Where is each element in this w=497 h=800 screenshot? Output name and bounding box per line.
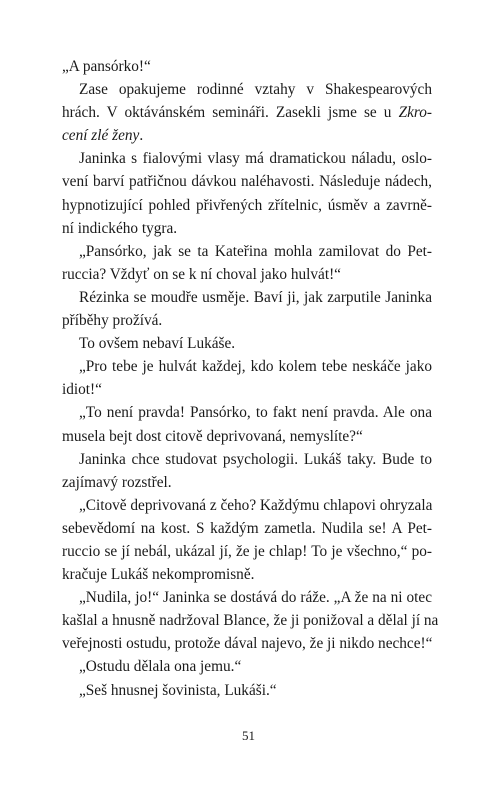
page-number: 51 bbox=[242, 728, 255, 743]
text-line: Janinka s fialovými vlasy má dramatickou náladu, oslo- bbox=[79, 150, 432, 168]
paragraph bbox=[62, 448, 432, 494]
text-line: kračuje Lukáš nekompromisně. bbox=[62, 566, 255, 584]
text-line: idiot!“ bbox=[62, 381, 102, 399]
text-line: Janinka chce studovat psychologii. Lukáš taky. Bude to bbox=[79, 450, 432, 468]
text-line: musela bejt dost citově deprivovaná, nemyslíte?“ bbox=[62, 427, 363, 445]
text-line bbox=[62, 78, 432, 101]
text-line: vení barví patřičnou dávkou naléhavosti. Následuje nádech, bbox=[62, 173, 432, 191]
paragraph bbox=[62, 78, 432, 147]
paragraph bbox=[62, 586, 439, 655]
text-line bbox=[62, 124, 432, 147]
italic-text: Zkro- bbox=[398, 104, 432, 122]
paragraph bbox=[62, 332, 432, 355]
text-line: „Ostudu dělala ona jemu.“ bbox=[79, 658, 242, 676]
text-line: ruccio se jí nebál, ukázal jí, že je chlap! To je všechno,“ po- bbox=[62, 542, 432, 560]
text-line: Rézinka se moudře usměje. Baví ji, jak zarputile Janinka bbox=[79, 288, 432, 306]
text-line: „Nudila, jo!“ Janinka se dostává do ráže. „A že na ni otec bbox=[79, 589, 432, 607]
paragraph bbox=[62, 286, 432, 332]
paragraph bbox=[62, 240, 432, 286]
text-line: hypnotizující pohled přivřených zřítelnic, úsměv a zavrně- bbox=[62, 196, 432, 214]
text-line: zajímavý rozstřel. bbox=[62, 473, 172, 491]
paragraph bbox=[62, 494, 432, 586]
paragraph bbox=[62, 355, 432, 401]
body-text bbox=[62, 55, 439, 702]
paragraph bbox=[62, 401, 432, 447]
paragraph bbox=[62, 147, 432, 239]
text-line: příběhy prožívá. bbox=[62, 312, 163, 330]
text-line: kašlal a hnusně nadržoval Blance, že ji ponižoval a dělal jí na bbox=[62, 612, 439, 630]
text-line: „Pro tebe je hulvát každej, kdo kolem tebe neskáče jako bbox=[79, 358, 432, 376]
text-segment: Zase opakujeme rodinné vztahy v Shakespearových bbox=[79, 81, 432, 99]
text-line: veřejnosti ostudu, protože dával najevo, že ji nikdo nechce!“ bbox=[62, 635, 433, 653]
italic-text: cení zlé ženy bbox=[62, 127, 140, 145]
text-line: ní indického tygra. bbox=[62, 219, 178, 237]
text-segment: . bbox=[139, 127, 144, 145]
paragraph bbox=[62, 679, 432, 702]
text-line: „Seš hnusnej šovinista, Lukáši.“ bbox=[79, 681, 277, 699]
text-line: ruccia? Vždyť on se k ní choval jako hulvát!“ bbox=[62, 265, 341, 283]
text-segment: hrách. V oktávánském semináři. Zasekli jsme se u bbox=[62, 104, 399, 122]
text-line: „Citově deprivovaná z čeho? Každýmu chlapovi ohryzala bbox=[79, 496, 433, 514]
text-line: „To není pravda! Pansórko, to fakt není pravda. Ale ona bbox=[79, 404, 432, 422]
text-line bbox=[62, 101, 432, 124]
paragraph bbox=[62, 655, 432, 678]
text-line: sebevědomí na kost. S každým zametla. Nudila se! A Pet- bbox=[62, 519, 432, 537]
text-line: To ovšem nebaví Lukáše. bbox=[79, 335, 236, 353]
text-line: „Pansórko, jak se ta Kateřina mohla zamilovat do Pet- bbox=[79, 242, 432, 260]
text-line: „A pansórko!“ bbox=[62, 58, 151, 75]
paragraph bbox=[62, 55, 432, 78]
